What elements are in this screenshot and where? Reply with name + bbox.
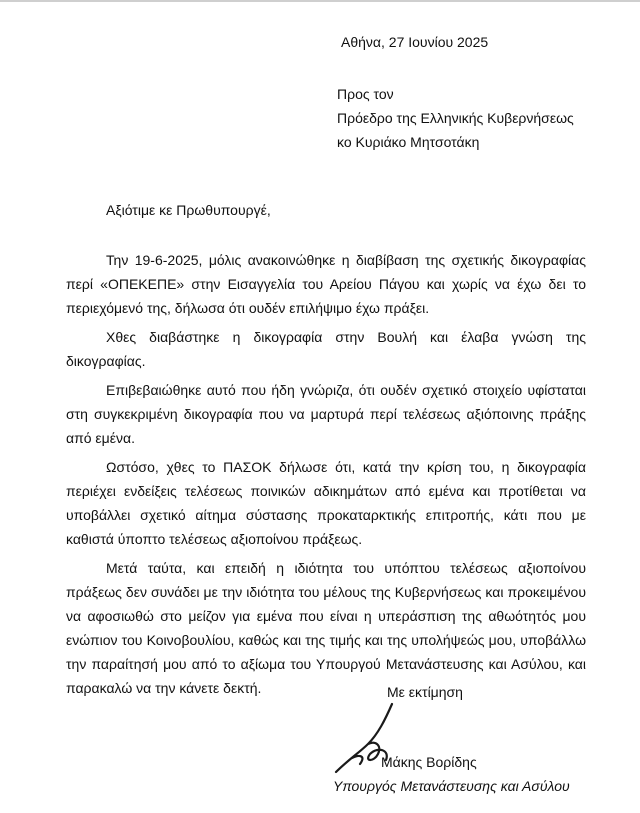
signer-title: Υπουργός Μετανάστευσης και Ασύλου [333,778,570,794]
signer-name: Μάκης Βορίδης [381,754,477,770]
recipient-block [337,82,574,154]
recipient-line-1: Προς τον [337,86,394,102]
paragraph-5: Μετά ταύτα, και επειδή η ιδιότητα του υπόπτου τελέσεως αξιοποίνου πράξεως δεν συνάδει με την ιδιότητα του μέλους της Κυβερνήσεως και προκειμένου να αφοσιωθώ στο μείζον για εμένα που είναι η υπεράσπιση της αθωότητός μου ενώπιον του Κοινοβουλίου, καθώς και της τιμής και της υπολήψεώς μου, υποβάλλω την παραίτησή μου από το αξίωμα του Υπουργού Μετανάστευσης και Ασύλου, και παρακαλώ να την κάνετε δεκτή. [66,560,586,696]
page-top-border [0,0,640,2]
letter-date: Αθήνα, 27 Ιουνίου 2025 [341,34,489,50]
recipient-line-3: κο Κυριάκο Μητσοτάκη [337,134,480,150]
letter-body [66,248,586,705]
recipient-line-2: Πρόεδρο της Ελληνικής Κυβερνήσεως [337,110,574,126]
paragraph-1: Την 19-6-2025, μόλις ανακοινώθηκε η διαβίβαση της σχετικής δικογραφίας περί «ΟΠΕΚΕΠΕ» στην Εισαγγελία του Αρείου Πάγου και χωρίς να έχω δει το περιεχόμενό της, δήλωσα ότι ουδέν επιλήψιμο έχω πράξει. [66,252,586,316]
paragraph-4: Ωστόσο, χθες το ΠΑΣΟΚ δήλωσε ότι, κατά την κρίση του, η δικογραφία περιέχει ενδείξεις τελέσεως ποινικών αδικημάτων από εμένα και προτίθεται να υποβάλλει σχετικό αίτημα σύστασης προκαταρκτικής επιτροπής, κάτι που με καθιστά ύποπτο τελέσεως αξιοποίνου πράξεως. [66,459,586,547]
paragraph-2: Χθες διαβάστηκε η δικογραφία στην Βουλή και έλαβα γνώση της δικογραφίας. [66,329,586,369]
salutation: Αξιότιμε κε Πρωθυπουργέ, [106,202,271,218]
closing: Με εκτίμηση [387,684,463,700]
paragraph-3: Επιβεβαιώθηκε αυτό που ήδη γνώριζα, ότι ουδέν σχετικό στοιχείο υφίσταται στη συγκεκριμένη δικογραφία που να μαρτυρά περί τελέσεως αξιόποινης πράξης από εμένα. [66,382,586,446]
